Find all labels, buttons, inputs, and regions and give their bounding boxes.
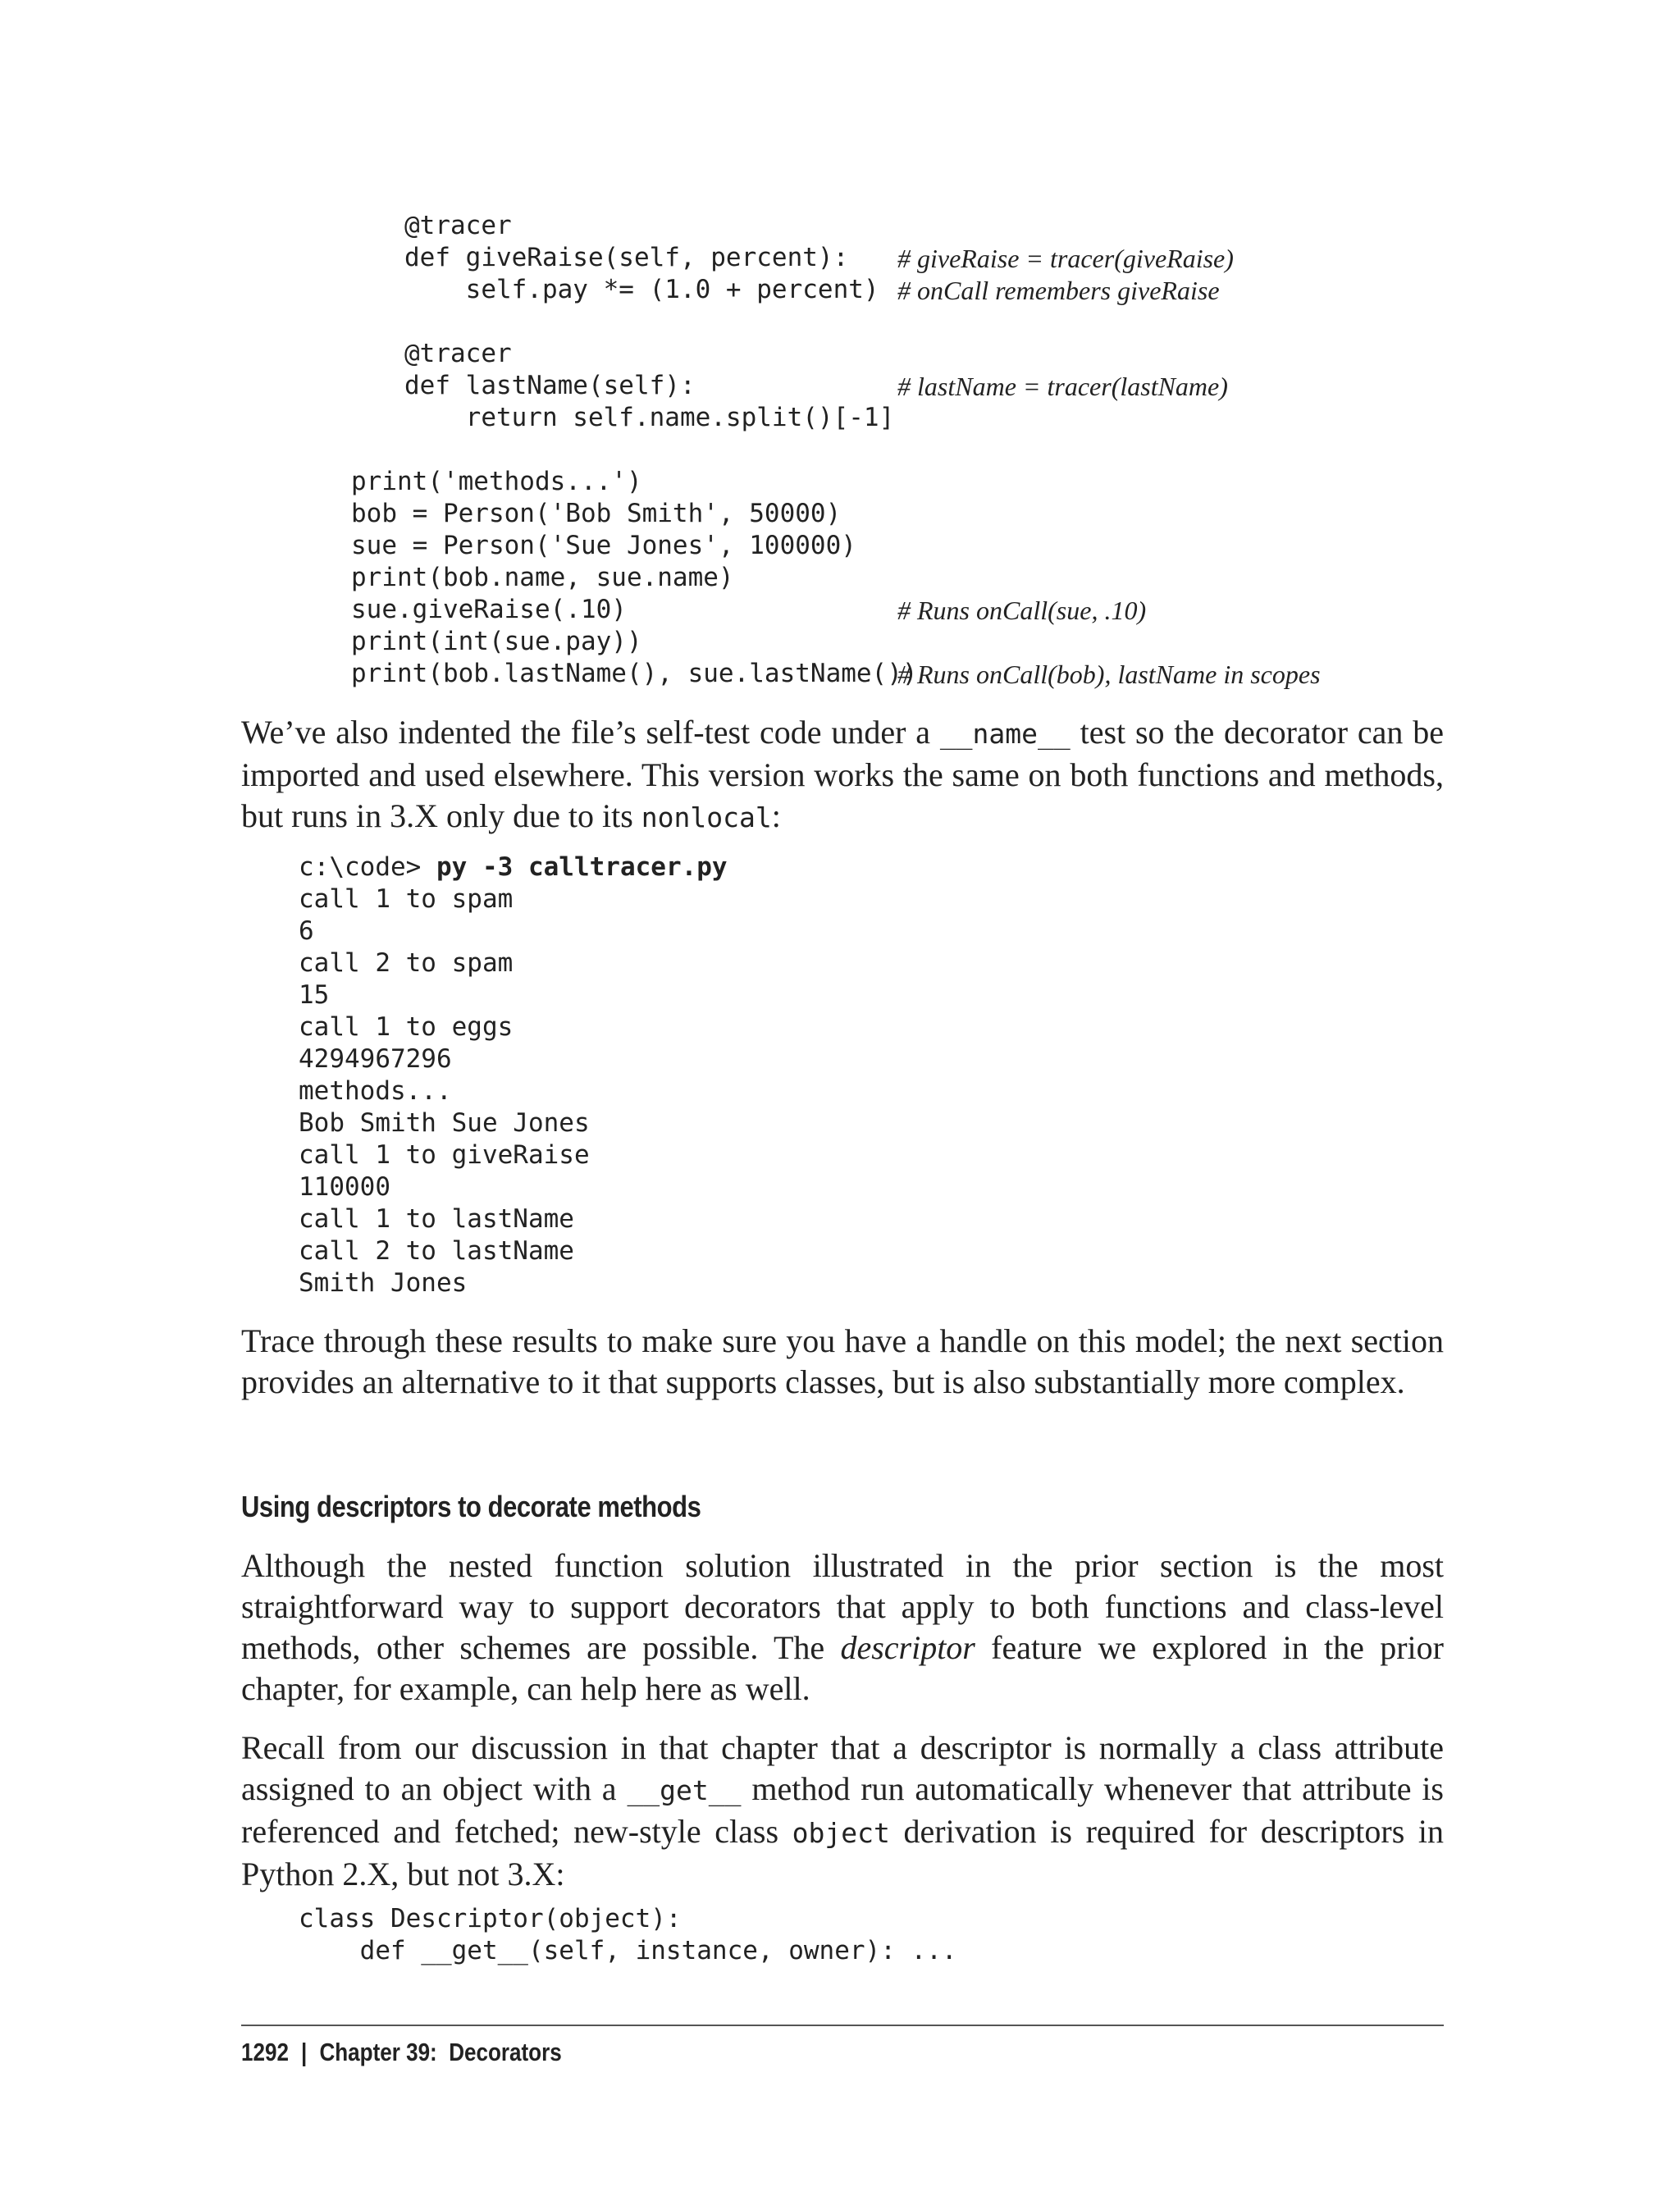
code-line: return self.name.split()[-1]: [404, 403, 895, 432]
emphasis-text: descriptor: [840, 1629, 975, 1666]
inline-code: nonlocal: [641, 801, 772, 833]
code-line: sue.giveRaise(.10): [351, 595, 627, 624]
body-paragraph: [241, 1545, 1444, 1710]
inline-code: __name__: [939, 718, 1071, 750]
text-run: We’ve also indented the file’s self-test code under a: [241, 714, 940, 751]
code-line: print(bob.name, sue.name): [351, 563, 734, 592]
code-line: print(bob.lastName(), sue.lastName()): [351, 659, 918, 688]
code-comment: # lastName = tracer(lastName): [897, 372, 1228, 401]
text-run: derivation is required for descriptors in Python 2.X, but not 3.X:: [241, 1813, 1444, 1892]
code-line: print('methods...'): [351, 467, 642, 496]
console-output-line: methods...: [299, 1076, 452, 1106]
text-run: test so the decorator can be imported and used elsewhere. This version works the same on both functions and methods, but runs in 3.X only due to its: [241, 714, 1444, 834]
page-footer: [241, 2036, 562, 2069]
inline-code: __get__: [627, 1774, 742, 1806]
code-line: @tracer: [404, 339, 512, 368]
body-paragraph: [241, 1728, 1444, 1895]
console-output-line: 6: [299, 916, 314, 946]
console-output-line: 110000: [299, 1172, 390, 1202]
console-output-line: call 1 to giveRaise: [299, 1140, 590, 1170]
code-line: print(int(sue.pay)): [351, 627, 642, 656]
code-line: @tracer: [404, 211, 512, 240]
console-command: py -3 calltracer.py: [436, 852, 728, 882]
code-line: sue = Person('Sue Jones', 100000): [351, 531, 856, 560]
code-line: def giveRaise(self, percent):: [404, 243, 849, 272]
console-output-line: call 1 to eggs: [299, 1012, 514, 1042]
text-run: method run automatically whenever that attribute is referenced and fetched; new-style class: [241, 1770, 1444, 1850]
footer-separator: |: [301, 2038, 308, 2066]
text-run: Although the nested function solution illustrated in the prior section is the most straightforward way to support decorators that apply to both functions and class-level methods, other schemes are possible. The: [241, 1547, 1444, 1666]
code-line: def __get__(self, instance, owner): ...: [299, 1936, 957, 1965]
console-output-line: Smith Jones: [299, 1268, 468, 1298]
page-number: 1292: [241, 2038, 289, 2066]
code-line: bob = Person('Bob Smith', 50000): [351, 499, 842, 528]
console-prompt: c:\code>: [299, 852, 436, 882]
text-run: feature we explored in the prior chapter, for example, can help here as well.: [241, 1629, 1444, 1707]
inline-code: object: [792, 1817, 890, 1849]
body-paragraph: [241, 712, 1444, 838]
console-output-line: call 2 to spam: [299, 948, 514, 978]
section-heading: Using descriptors to decorate methods: [241, 1490, 701, 1523]
code-comment: # onCall remembers giveRaise: [897, 276, 1220, 305]
console-output-line: call 2 to lastName: [299, 1236, 574, 1266]
console-output-line: Bob Smith Sue Jones: [299, 1108, 590, 1138]
console-output-line: call 1 to spam: [299, 884, 514, 914]
console-output-line: call 1 to lastName: [299, 1204, 574, 1234]
code-line: class Descriptor(object):: [299, 1904, 682, 1933]
chapter-title: Chapter 39: Decorators: [319, 2038, 562, 2066]
console-output-line: 4294967296: [299, 1044, 452, 1074]
text-run: :: [771, 797, 781, 834]
code-comment: # Runs onCall(sue, .10): [897, 596, 1147, 625]
body-paragraph: Trace through these results to make sure you have a handle on this model; the next section provides an alternative to it that supports classes, but is also substantially more complex.: [241, 1322, 1444, 1400]
code-line: self.pay *= (1.0 + percent): [404, 275, 879, 304]
code-line: def lastName(self):: [404, 371, 696, 400]
footer-rule: [241, 2025, 1444, 2026]
code-comment: # giveRaise = tracer(giveRaise): [897, 244, 1234, 273]
console-output-line: 15: [299, 980, 330, 1010]
console-command-line: [299, 851, 728, 883]
text-run: Recall from our discussion in that chapter that a descriptor is normally a class attribute assigned to an object with a: [241, 1729, 1444, 1807]
code-comment: # Runs onCall(bob), lastName in scopes: [897, 660, 1321, 689]
